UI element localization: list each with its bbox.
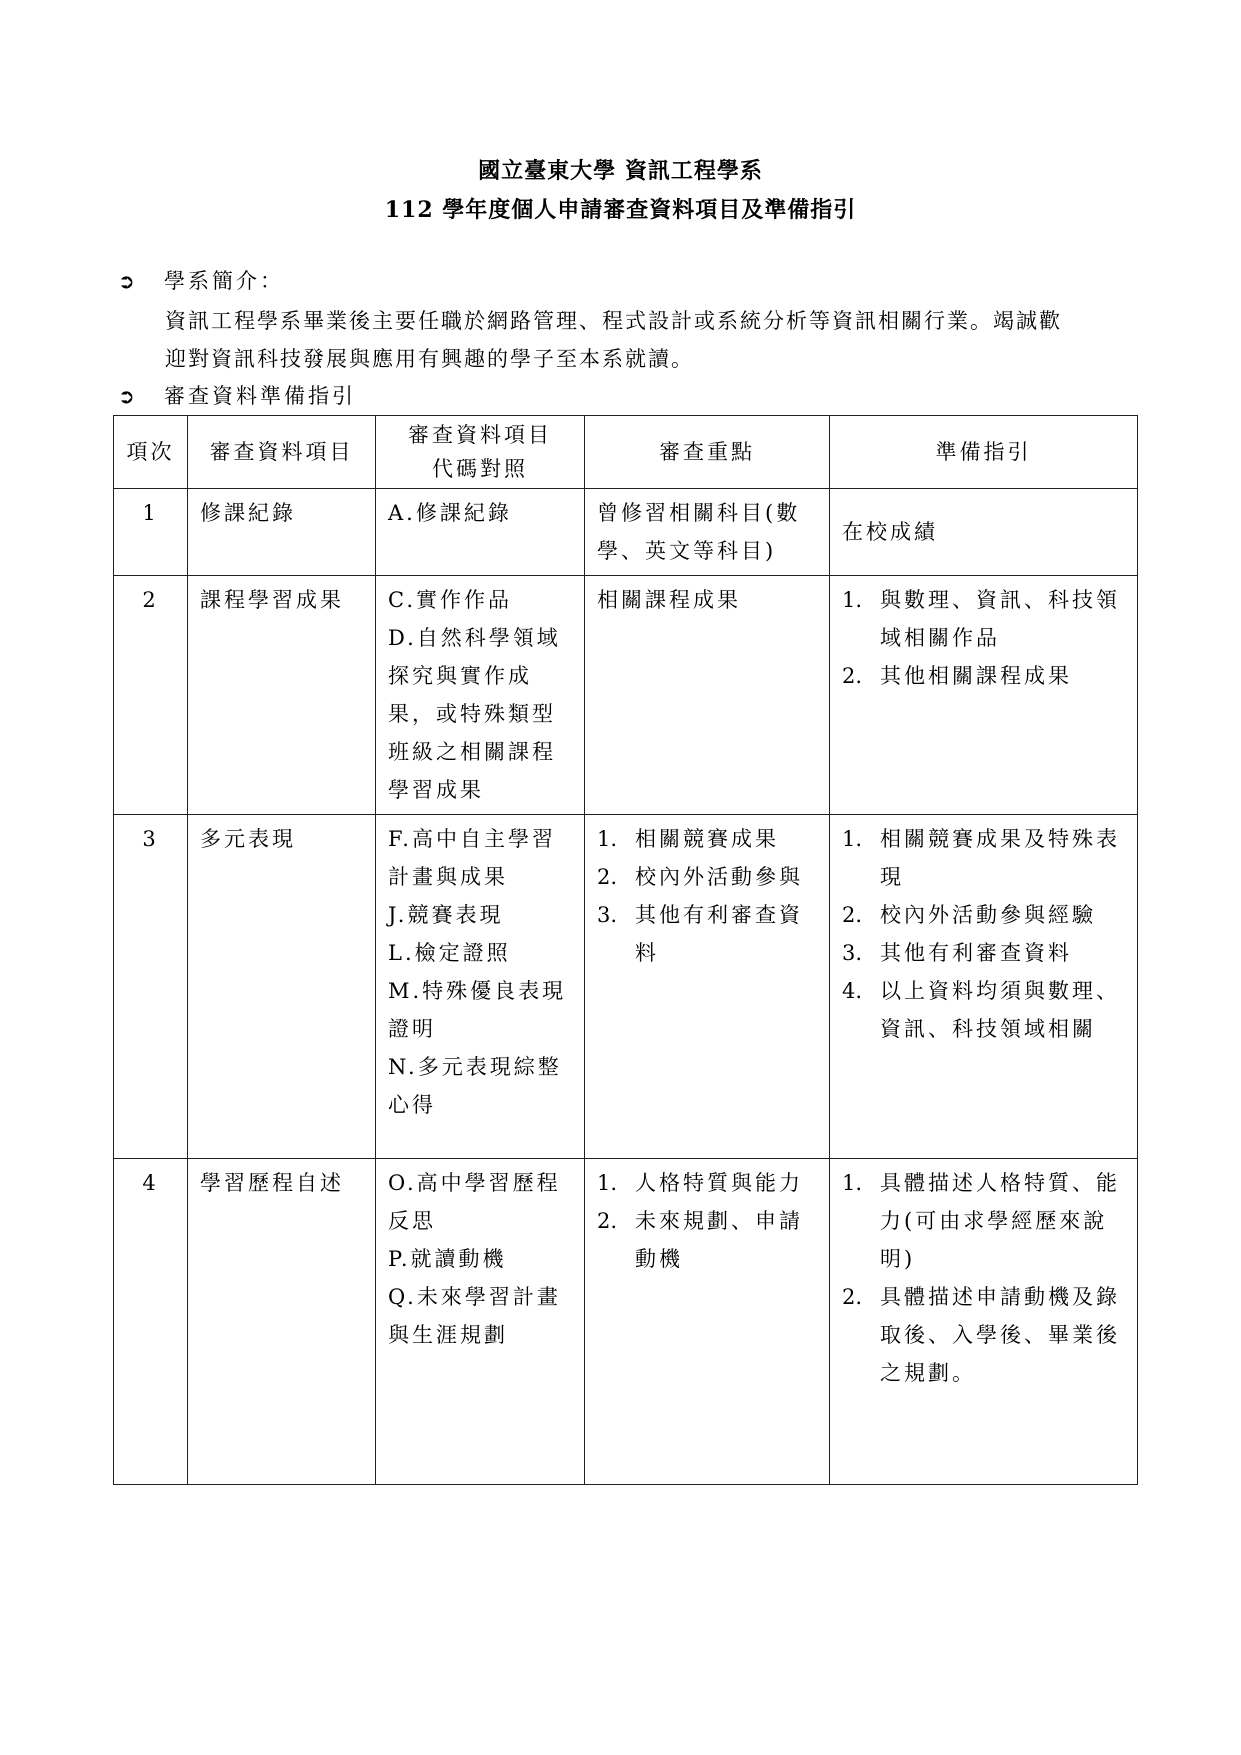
row-codes [376,1159,585,1485]
section-intro-heading-row [118,265,284,295]
code-entry: D.自然科學領域探究與實作成果，或特殊類型班級之相關課程學習成果 [388,626,561,802]
table-header-row [114,416,1138,489]
list-item: 3. 其他有利審查資料 [597,903,803,965]
row-focus [585,1159,830,1485]
code-entry: L.檢定證照 [388,941,511,965]
row-guide [830,815,1138,1159]
row-no: 1 [114,489,188,576]
list-item: 1. 與數理、資訊、科技領域相關作品 [842,588,1120,650]
list-item: 2. 其他相關課程成果 [842,664,1072,688]
table-row [114,1159,1138,1485]
row-codes [376,815,585,1159]
row-no: 2 [114,576,188,815]
arrow-right-circle-icon: ➲ [118,269,135,293]
list-item: 1. 相關競賽成果 [597,827,779,851]
row-item: 學習歷程自述 [188,1159,376,1485]
row-guide [830,576,1138,815]
document-title-line1: 國立臺東大學 資訊工程學系 [478,158,763,184]
list-item: 2. 未來規劃、申請動機 [597,1209,803,1271]
table-row [114,815,1138,1159]
section-intro-heading: 學系簡介： [164,269,284,293]
list-item: 2. 校內外活動參與經驗 [842,903,1096,927]
document-title-line2: 112 學年度個人申請審查資料項目及準備指引 [384,197,857,223]
row-item: 課程學習成果 [188,576,376,815]
arrow-right-circle-icon: ➲ [118,384,135,408]
code-entry: J.競賽表現 [388,903,504,927]
list-item: 2. 具體描述申請動機及錄取後、入學後、畢業後之規劃。 [842,1285,1120,1385]
row-codes [376,576,585,815]
header-code-line2: 代碼對照 [432,457,528,481]
code-entry: F.高中自主學習計畫與成果 [388,827,556,889]
list-item: 3. 其他有利審查資料 [842,941,1072,965]
header-focus: 審查重點 [585,416,830,489]
list-item: 1. 相關競賽成果及特殊表現 [842,827,1120,889]
header-code [376,416,585,489]
row-focus: 曾修習相關科目(數學、英文等科目) [585,489,830,576]
header-code-line1: 審查資料項目 [408,423,552,447]
list-item: 1. 人格特質與能力 [597,1171,803,1195]
intro-text-line1: 資訊工程學系畢業後主要任職於網路管理、程式設計或系統分析等資訊相關行業。竭誠歡 [165,309,1062,333]
list-item: 1. 具體描述人格特質、能力(可由求學經歷來說明) [842,1171,1120,1271]
code-entry: C.實作作品 [388,588,512,612]
code-entry: O.高中學習歷程反思 [388,1171,561,1233]
header-no: 項次 [114,416,188,489]
code-entry: P.就讀動機 [388,1247,507,1271]
list-item: 2. 校內外活動參與 [597,865,803,889]
code-entry: M.特殊優良表現證明 [388,979,567,1041]
code-entry: N.多元表現綜整心得 [388,1055,562,1117]
table-row [114,489,1138,576]
row-item: 修課紀錄 [188,489,376,576]
section-guide-heading-row [118,380,356,410]
row-item: 多元表現 [188,815,376,1159]
header-item: 審查資料項目 [188,416,376,489]
table-row [114,576,1138,815]
section-guide-heading: 審查資料準備指引 [164,384,356,408]
review-guide-table [113,415,1138,1485]
code-entry: Q.未來學習計畫與生涯規劃 [388,1285,561,1347]
code-entry: A.修課紀錄 [388,501,512,525]
row-guide [830,1159,1138,1485]
row-codes [376,489,585,576]
row-guide: 在校成績 [830,489,1138,576]
intro-text-line2: 迎對資訊科技發展與應用有興趣的學子至本系就讀。 [165,347,694,371]
list-item: 4. 以上資料均須與數理、資訊、科技領域相關 [842,979,1120,1041]
row-focus [585,815,830,1159]
row-no: 3 [114,815,188,1159]
row-no: 4 [114,1159,188,1485]
row-focus: 相關課程成果 [585,576,830,815]
header-guide: 準備指引 [830,416,1138,489]
